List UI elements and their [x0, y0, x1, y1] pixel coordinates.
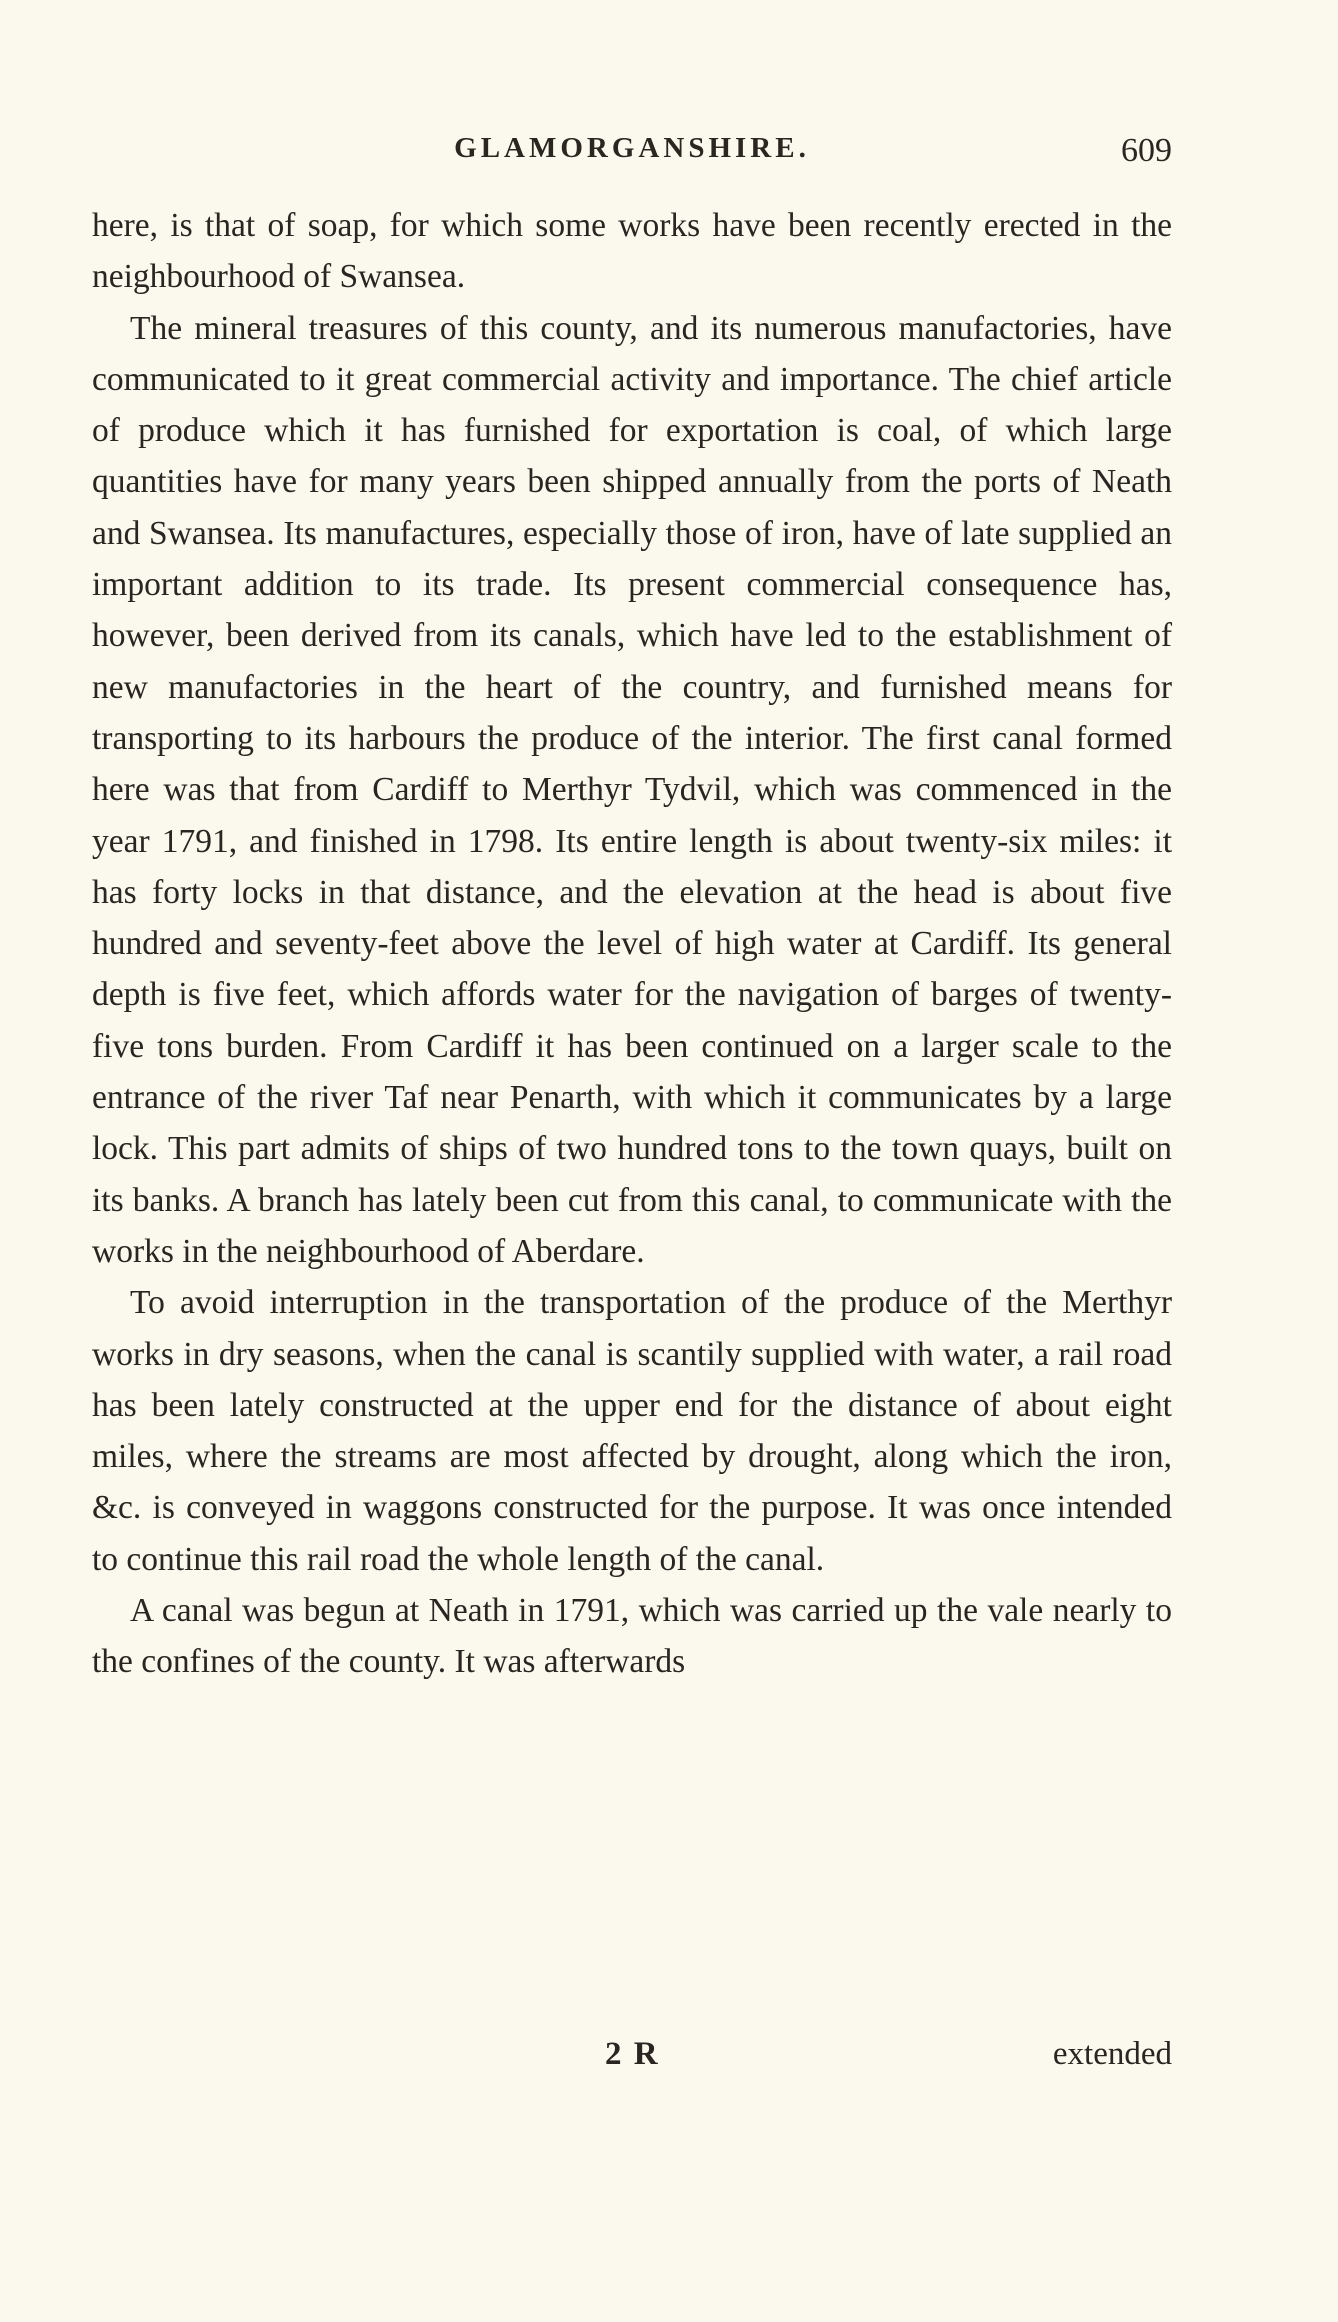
page-number: 609	[1121, 132, 1172, 169]
catchword: extended	[1052, 2036, 1172, 2072]
paragraph-2: The mineral treasures of this county, and its numerous manufactories, have communicated to it great commercial activity and importance. The chief article of produce which it has furnished for exportation is coal, of which large quantities have for many years been shipped annually from the ports of Neath and Swansea. Its manufactures, especially those of iron, have of late supplied an important addition to its trade. Its present commercial consequence has, however, been derived from its canals, which have led to the establishment of new manufactories in the heart of the country, and furnished means for transporting to its harbours the produce of the interior. The first canal formed here was that from Cardiff to Merthyr Tydvil, which was commenced in the year 1791, and finished in 1798. Its entire length is about twenty-six miles: it has forty locks in that distance, and the elevation at the head is about five hundred and seventy-feet above the level of high water at Cardiff. Its general depth is five feet, which affords water for the navigation of barges of twenty-five tons burden. From Cardiff it has been continued on a larger scale to the entrance of the river Taf near Penarth, with which it communicates by a large lock. This part admits of ships of two hundred tons to the town quays, built on its banks. A branch has lately been cut from this canal, to communicate with the works in the neighbourhood of Aberdare.	[92, 309, 1172, 1270]
paragraph-4: A canal was begun at Neath in 1791, which was carried up the vale nearly to the confines of the county. It was afterwards	[92, 1592, 1172, 1681]
paragraph-3: To avoid interruption in the transportation of the produce of the Merthyr works in dry seasons, when the canal is scantily supplied with water, a rail road has been lately constructed at the upper end for the distance of about eight miles, where the streams are most affected by drought, along which the iron, &c. is conveyed in waggons constructed for the purpose. It was once intended to continue this rail road the whole length of the canal.	[92, 1284, 1172, 1578]
running-head	[92, 132, 1172, 176]
text-block	[92, 200, 1172, 2035]
page-footer	[92, 2036, 1172, 2086]
signature-mark: 2 R	[605, 2036, 660, 2072]
running-title: GLAMORGANSHIRE.	[454, 132, 810, 164]
paragraph-1: here, is that of soap, for which some works have been recently erected in the neighbourhood of Swansea.	[92, 207, 1172, 296]
